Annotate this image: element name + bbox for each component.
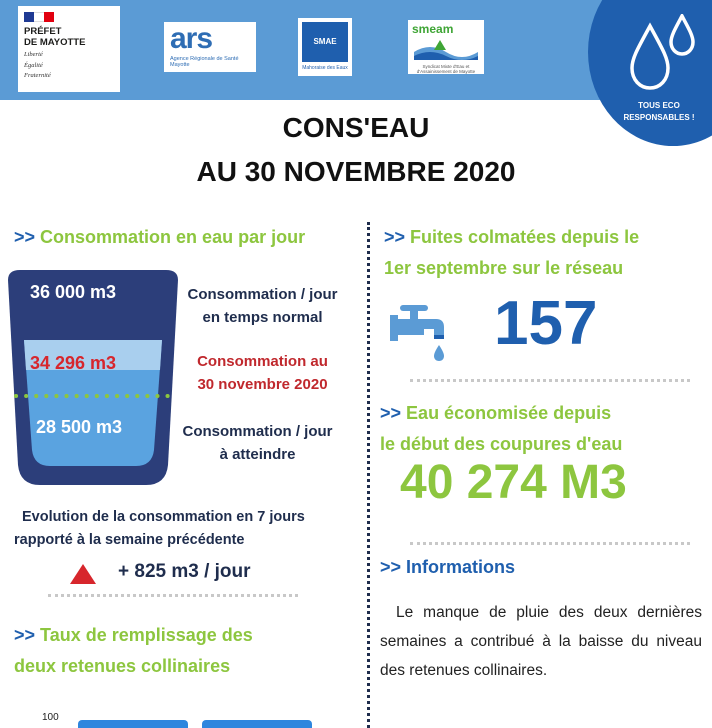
informations-text: Le manque de pluie des deux dernières semaines a contribué à la baisse du niveau des retenues collinaires.	[380, 604, 702, 679]
prefet-motto-egalite: Égalité	[24, 61, 43, 69]
reservoir-axis-top-label: 100	[42, 712, 59, 723]
saved-water-value: 40 274 M3	[400, 456, 627, 509]
prefet-motto-liberte: Liberté	[24, 51, 43, 58]
target-consumption-value: 28 500 m3	[36, 417, 123, 437]
water-tap-icon	[390, 295, 456, 363]
current-consumption-label: Consommation au 30 novembre 2020	[197, 353, 328, 393]
informations-heading: >> Informations	[380, 557, 516, 577]
ars-logo	[164, 22, 256, 72]
reservoir-bar-1	[78, 720, 188, 728]
prefet-de-mayotte-logo	[18, 6, 120, 92]
consumption-heading: >> Consommation en eau par jour	[14, 227, 306, 247]
prefet-motto-fraternite: Fraternité	[24, 72, 51, 79]
target-consumption-label: Consommation / jour à atteindre	[182, 423, 333, 463]
evolution-label: Evolution de la consommation en 7 jours rapporté à la semaine précédente	[14, 509, 305, 548]
normal-consumption-value: 36 000 m3	[30, 282, 117, 302]
reservoir-bar-2	[202, 720, 312, 728]
smae-subtitle: Mahoraise des Eaux	[302, 65, 348, 71]
smae-wordmark: SMAE	[302, 22, 348, 62]
ars-wordmark: ars	[170, 22, 213, 55]
leaks-heading: >> Fuites colmatées depuis le 1er septembre sur le réseau	[384, 227, 640, 278]
reservoirs-heading: >> Taux de remplissage des deux retenues collinaires	[14, 625, 253, 676]
ars-subtitle: Agence Régionale de Santé Mayotte	[170, 56, 239, 68]
divider-right-1	[410, 379, 690, 382]
evolution-value: + 825 m3 / jour	[118, 561, 251, 582]
smae-logo	[298, 18, 352, 76]
smeam-logo	[408, 20, 484, 74]
page-title-line2: AU 30 NOVEMBRE 2020	[196, 156, 516, 187]
center-divider	[367, 222, 370, 728]
normal-consumption-label: Consommation / jour en temps normal	[187, 286, 338, 326]
water-drops-icon	[628, 14, 700, 94]
divider-left	[48, 594, 298, 597]
leaks-count: 157	[494, 289, 598, 358]
divider-right-2	[410, 542, 690, 545]
smeam-wordmark: smeam	[412, 22, 454, 36]
smeam-subtitle: Syndicat Mixte d'Eau et d'Assainissement de Mayotte	[416, 64, 476, 74]
eco-badge-text: TOUS ECO RESPONSABLES !	[623, 101, 695, 122]
current-consumption-value: 34 296 m3	[30, 353, 117, 373]
page-title-line1: CONS'EAU	[282, 112, 430, 143]
prefet-title-line1: PRÉFET	[24, 26, 62, 37]
french-flag-icon	[24, 12, 54, 22]
increase-triangle-icon	[70, 564, 96, 584]
smeam-wave-icon	[414, 38, 478, 60]
saved-water-heading: >> Eau économisée depuis le début des coupures d'eau	[380, 403, 623, 454]
prefet-title-line2: DE MAYOTTE	[24, 37, 86, 48]
